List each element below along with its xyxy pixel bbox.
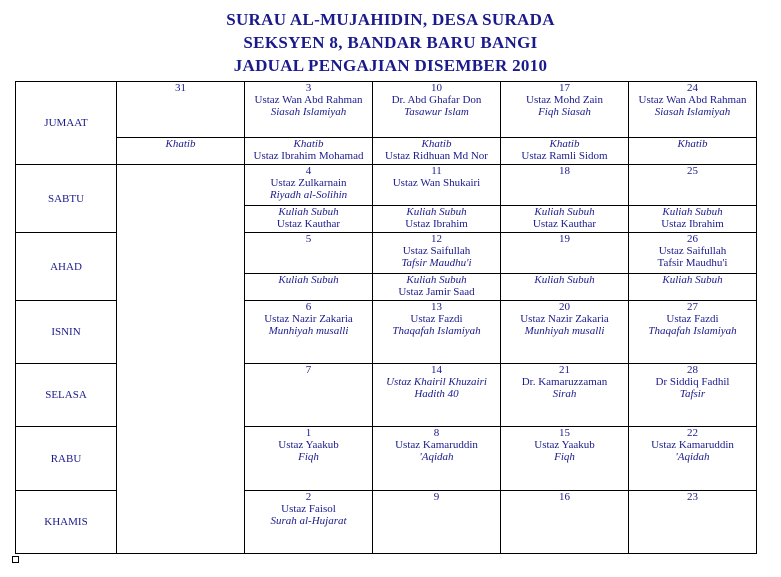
day-khamis: KHAMIS	[16, 491, 117, 554]
teacher-name: Ustaz Kauthar	[276, 218, 341, 230]
title-line-2: SEKSYEN 8, BANDAR BARU BANGI	[243, 33, 538, 52]
kuliah-subuh-cell	[629, 206, 757, 233]
topic: Tasawur Islam	[404, 106, 469, 118]
date-number: 12	[431, 233, 442, 245]
teacher-name: Ustaz Nazir Zakaria	[520, 313, 609, 325]
topic: Tafsir Maudhu'i	[657, 257, 728, 269]
cell-16	[501, 491, 629, 554]
paragraph-marker	[12, 556, 19, 563]
date-number: 7	[305, 364, 312, 376]
teacher-name: Ustaz Yaakub	[278, 439, 339, 451]
kuliah-label: Kuliah Subuh	[534, 206, 595, 218]
khatib-cell	[117, 138, 245, 165]
teacher-name: Ustaz Wan Abd Rahman	[254, 94, 363, 106]
kuliah-label: Kuliah Subuh	[406, 206, 467, 218]
schedule-table	[15, 81, 757, 554]
cell-9	[373, 491, 501, 554]
topic: Thaqafah Islamiyah	[392, 325, 481, 337]
teacher-name: Ustaz Kamaruddin	[651, 439, 734, 451]
date-number: 19	[559, 233, 570, 245]
kuliah-subuh-cell	[629, 274, 757, 301]
table-row	[16, 82, 757, 138]
date-number: 26	[687, 233, 698, 245]
topic: Fiqh	[554, 451, 575, 463]
cell-28	[629, 364, 757, 427]
date-number: 25	[687, 165, 698, 177]
date-number: 6	[305, 301, 312, 313]
khatib-cell	[245, 138, 373, 165]
cell-31	[117, 82, 245, 138]
date-number: 24	[687, 82, 698, 94]
date-number: 9	[433, 491, 440, 503]
cell-26	[629, 233, 757, 274]
teacher-name: Ustaz Yaakub	[534, 439, 595, 451]
date-number: 11	[431, 165, 442, 177]
date-number: 18	[559, 165, 570, 177]
cell-19	[501, 233, 629, 274]
topic: Thaqafah Islamiyah	[648, 325, 737, 337]
cell-18	[501, 165, 629, 206]
day-rabu: RABU	[16, 427, 117, 491]
kuliah-label: Kuliah Subuh	[406, 274, 467, 286]
kuliah-subuh-cell	[501, 206, 629, 233]
date-number: 22	[687, 427, 698, 439]
empty-cell	[117, 165, 245, 554]
kuliah-subuh-cell	[245, 206, 373, 233]
date-number: 16	[559, 491, 570, 503]
cell-6	[245, 301, 373, 364]
teacher-name: Ustaz Ibrahim	[405, 218, 468, 230]
cell-27	[629, 301, 757, 364]
topic: Fiqh	[298, 451, 319, 463]
date-number: 27	[687, 301, 698, 313]
day-sabtu: SABTU	[16, 165, 117, 233]
cell-2	[245, 491, 373, 554]
date-number: 31	[175, 82, 186, 94]
topic: Munhiyah musalli	[524, 325, 605, 337]
date-number: 23	[687, 491, 698, 503]
date-number: 28	[687, 364, 698, 376]
teacher-name: Dr Siddiq Fadhil	[655, 376, 730, 388]
cell-12	[373, 233, 501, 274]
date-number: 13	[431, 301, 442, 313]
teacher-name: Ustaz Nazir Zakaria	[264, 313, 353, 325]
cell-22	[629, 427, 757, 491]
date-number: 3	[305, 82, 312, 94]
teacher-name: Ustaz Saifullah	[402, 245, 471, 257]
khatib-label: Khatib	[549, 138, 580, 150]
khatib-label: Khatib	[677, 138, 708, 150]
teacher-name: Ustaz Wan Abd Rahman	[638, 94, 747, 106]
teacher-name: Ustaz Zulkarnain	[270, 177, 347, 189]
date-number: 10	[431, 82, 442, 94]
kuliah-subuh-cell	[373, 274, 501, 301]
cell-21	[501, 364, 629, 427]
date-number: 17	[559, 82, 570, 94]
kuliah-label: Kuliah Subuh	[278, 206, 339, 218]
day-ahad: AHAD	[16, 233, 117, 301]
topic: 'Aqidah	[675, 451, 710, 463]
topic: Riyadh al-Solihin	[269, 189, 348, 201]
date-number: 21	[559, 364, 570, 376]
topic: Siasah Islamiyah	[270, 106, 347, 118]
cell-15	[501, 427, 629, 491]
date-number: 4	[305, 165, 312, 177]
date-number: 14	[431, 364, 442, 376]
teacher-name: Ustaz Kauthar	[532, 218, 597, 230]
cell-11	[373, 165, 501, 206]
kuliah-subuh-cell	[245, 274, 373, 301]
cell-25	[629, 165, 757, 206]
teacher-name: Ustaz Mohd Zain	[526, 94, 603, 106]
kuliah-label: Kuliah Subuh	[534, 274, 595, 286]
cell-4	[245, 165, 373, 206]
cell-23	[629, 491, 757, 554]
cell-14	[373, 364, 501, 427]
teacher-name: Ustaz Ibrahim Mohamad	[253, 150, 364, 162]
day-selasa: SELASA	[16, 364, 117, 427]
cell-24	[629, 82, 757, 138]
date-number: 20	[559, 301, 570, 313]
kuliah-label: Kuliah Subuh	[662, 206, 723, 218]
topic: Surah al-Hujarat	[270, 515, 347, 527]
date-number: 8	[433, 427, 440, 439]
teacher-name: Ustaz Wan Shukairi	[392, 177, 481, 189]
topic: Sirah	[552, 388, 577, 400]
topic: Tafsir	[679, 388, 706, 400]
khatib-label: Khatib	[293, 138, 324, 150]
topic: Hadith 40	[414, 388, 459, 400]
table-row	[16, 165, 757, 206]
teacher-name: Ustaz Ridhuan Md Nor	[385, 150, 488, 162]
topic: Siasah Islamiyah	[654, 106, 731, 118]
teacher-name: Ustaz Khairil Khuzairi	[386, 376, 487, 388]
date-number: 2	[305, 491, 312, 503]
topic: Munhiyah musalli	[268, 325, 349, 337]
teacher-name: Dr. Kamaruzzaman	[521, 376, 608, 388]
kuliah-label: Kuliah Subuh	[278, 274, 339, 286]
teacher-name: Ustaz Kamaruddin	[395, 439, 478, 451]
topic: 'Aqidah	[419, 451, 454, 463]
teacher-name: Ustaz Ibrahim	[661, 218, 724, 230]
cell-5	[245, 233, 373, 274]
cell-1	[245, 427, 373, 491]
cell-10	[373, 82, 501, 138]
teacher-name: Dr. Abd Ghafar Don	[391, 94, 482, 106]
kuliah-subuh-cell	[373, 206, 501, 233]
cell-3	[245, 82, 373, 138]
title-line-3: JADUAL PENGAJIAN DISEMBER 2010	[233, 56, 548, 75]
topic: Fiqh Siasah	[538, 106, 591, 118]
khatib-cell	[373, 138, 501, 165]
day-jumaat: JUMAAT	[16, 82, 117, 165]
teacher-name: Ustaz Saifullah	[658, 245, 727, 257]
teacher-name: Ustaz Ramli Sidom	[521, 150, 608, 162]
cell-8	[373, 427, 501, 491]
khatib-label: Khatib	[165, 138, 196, 150]
khatib-cell	[629, 138, 757, 165]
cell-7	[245, 364, 373, 427]
teacher-name: Ustaz Faisol	[281, 503, 336, 515]
kuliah-label: Kuliah Subuh	[662, 274, 723, 286]
teacher-name: Ustaz Fazdi	[410, 313, 463, 325]
cell-20	[501, 301, 629, 364]
topic: Tafsir Maudhu'i	[401, 257, 472, 269]
date-number: 1	[305, 427, 312, 439]
day-isnin: ISNIN	[16, 301, 117, 364]
cell-13	[373, 301, 501, 364]
teacher-name: Ustaz Fazdi	[666, 313, 719, 325]
khatib-label: Khatib	[421, 138, 452, 150]
kuliah-subuh-cell	[501, 274, 629, 301]
table-row	[16, 138, 757, 165]
date-number: 15	[559, 427, 570, 439]
date-number: 5	[305, 233, 312, 245]
teacher-name: Ustaz Jamir Saad	[398, 286, 475, 298]
cell-17	[501, 82, 629, 138]
khatib-cell	[501, 138, 629, 165]
title-line-1: SURAU AL-MUJAHIDIN, DESA SURADA	[226, 10, 555, 29]
